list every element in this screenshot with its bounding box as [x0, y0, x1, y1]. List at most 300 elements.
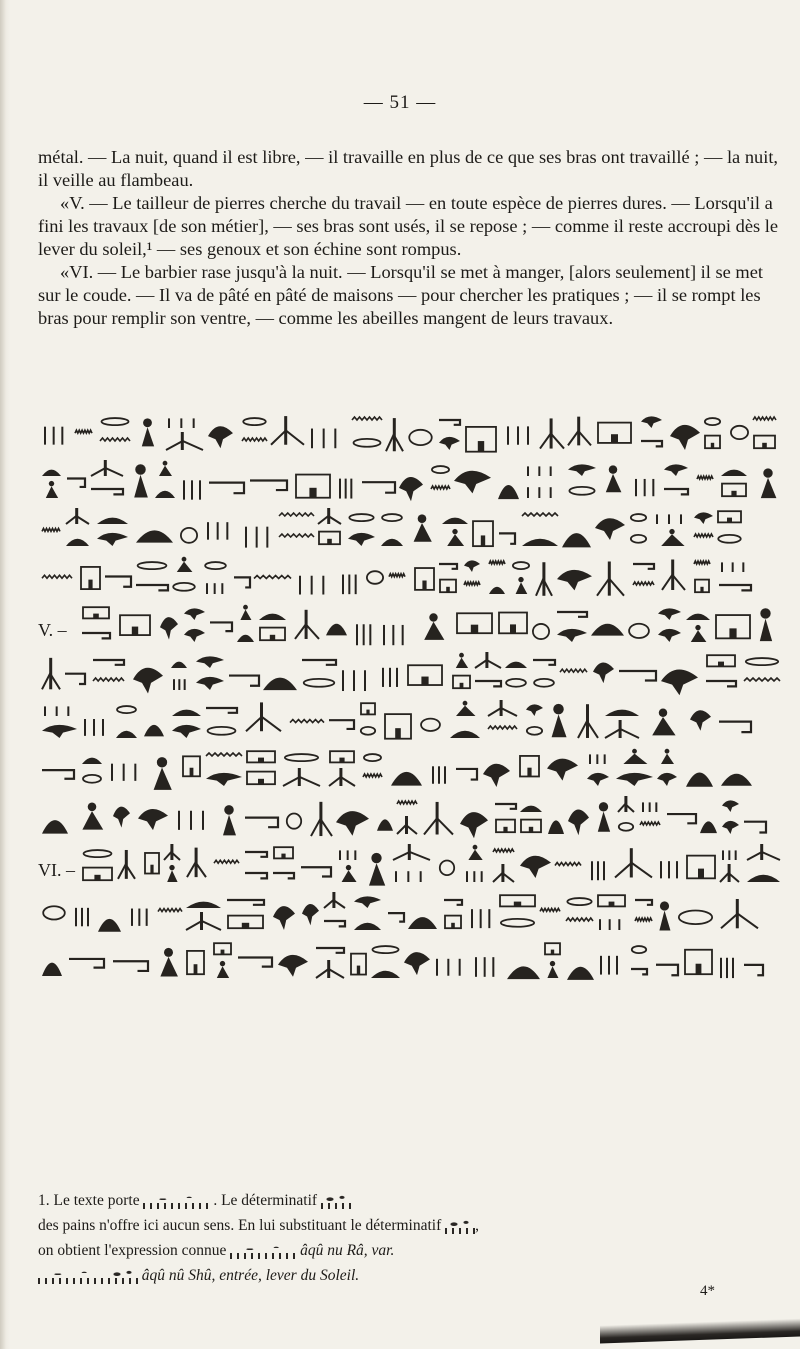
hieroglyph-sign	[259, 614, 286, 620]
hieroglyph-sign	[386, 418, 403, 451]
hieroglyph-sign	[456, 769, 477, 780]
hieroglyph-sign	[348, 533, 375, 546]
hieroglyph-sign	[606, 465, 622, 492]
hieroglyph-sign	[493, 849, 514, 852]
hieroglyph-sign	[82, 803, 103, 830]
hieroglyph-sign	[450, 731, 480, 738]
hieroglyph-sign	[722, 484, 746, 497]
hieroglyph-sign	[466, 427, 496, 452]
hieroglyph-sign	[369, 853, 385, 886]
hieroglyph-sign	[382, 514, 402, 521]
hieroglyph-glyphs	[38, 936, 786, 998]
hieroglyph-sign	[475, 652, 501, 668]
hieroglyph-sign	[318, 508, 341, 524]
hieroglyph-sign	[690, 710, 711, 730]
hieroglyph-sign	[439, 437, 460, 450]
hieroglyph-sign	[631, 514, 646, 521]
paragraph-2: «V. — Le tailleur de pierres cherche du travail — en toute espèce de pierres dures. — Lorsqu'il a fini les travaux [de son métier], — ses bras sont usés, il se repose ; — comme il reste accroupi dès le lever du soleil,¹ — ses genoux et son échine sont rompus.	[38, 193, 779, 259]
hieroglyph-sign	[587, 773, 609, 786]
hieroglyph-sign	[246, 702, 281, 731]
hieroglyph-sign	[501, 919, 534, 927]
hieroglyph-sign	[658, 608, 681, 620]
hieroglyph-sign	[339, 850, 356, 860]
hieroglyph-sign	[133, 668, 163, 694]
hieroglyph-sign	[599, 919, 620, 930]
hieroglyph-sign	[598, 423, 631, 443]
hieroglyph-sign	[238, 957, 272, 966]
hieroglyph-sign	[184, 629, 205, 642]
hieroglyph-sign	[658, 629, 681, 642]
hieroglyph-sign	[545, 943, 560, 954]
hieroglyph-sign	[635, 479, 654, 496]
hieroglyph-sign	[722, 800, 739, 812]
hieroglyph-sign	[91, 460, 123, 476]
hieroglyph-sign	[619, 823, 633, 831]
hieroglyph-sign	[547, 961, 558, 978]
hieroglyph-sign	[42, 820, 68, 833]
hieroglyph-sign	[214, 943, 231, 954]
hieroglyph-sign	[245, 818, 278, 828]
hieroglyph-sign	[533, 624, 549, 639]
hieroglyph-sign	[329, 768, 355, 786]
hieroglyph-sign	[247, 772, 275, 785]
hieroglyph-sign	[389, 574, 405, 577]
hieroglyph-sign	[168, 418, 195, 428]
hieroglyph-sign	[555, 862, 581, 865]
hieroglyph-group-icon	[230, 1242, 296, 1260]
hieroglyph-sign	[138, 809, 168, 830]
paragraph-1: métal. — La nuit, quand il est libre, — il travaille en plus de ce que ses bras ont travaillé ; — la nuit, il veille au flambeau.	[38, 147, 779, 190]
hieroglyph-sign	[330, 751, 354, 762]
page-edge-shadow	[0, 0, 10, 1349]
hieroglyph-sign	[500, 895, 535, 906]
hieroglyph-sign	[533, 660, 555, 665]
hieroglyph-sign	[656, 965, 678, 976]
hieroglyph-sign	[97, 533, 128, 546]
hieroglyph-sign	[720, 864, 739, 882]
hieroglyph-sign	[686, 614, 710, 620]
hieroglyph-sign	[181, 528, 197, 543]
hieroglyph-sign	[488, 726, 517, 729]
hieroglyph-sign	[716, 615, 750, 638]
hieroglyph-sign	[700, 821, 717, 833]
hieroglyph-sign	[694, 512, 713, 524]
hieroglyph-sign	[719, 722, 751, 733]
hieroglyph-sign	[160, 948, 178, 977]
hieroglyph-sign	[279, 534, 314, 537]
hieroglyph-sign	[557, 570, 592, 590]
hieroglyph-sign	[311, 429, 336, 449]
hieroglyph-sign	[493, 864, 514, 882]
hieroglyph-sign	[183, 480, 201, 499]
hieroglyph-sign	[534, 679, 554, 687]
hieroglyph-sign	[442, 518, 468, 524]
hieroglyph-sign	[217, 961, 229, 978]
hieroglyph-sign	[362, 482, 395, 493]
hieroglyph-sign	[483, 764, 510, 787]
footnote-line-2: des pains n'offre ici aucun sens. En lui substituant le déterminatif ,	[38, 1217, 480, 1234]
hieroglyph-sign	[615, 848, 652, 877]
page-number: — 51 —	[363, 92, 437, 113]
hieroglyph-sign	[42, 658, 60, 689]
hieroglyph-sign	[661, 749, 674, 764]
hieroglyph-sign	[84, 719, 104, 736]
hieroglyph-sign	[520, 806, 542, 812]
hieroglyph-sign	[240, 605, 251, 620]
hieroglyph-sign	[42, 528, 60, 531]
hieroglyph-sign	[208, 426, 233, 448]
hieroglyph-sign	[214, 860, 239, 863]
hieroglyph-sign	[316, 960, 344, 978]
hieroglyph-sign	[454, 471, 491, 494]
hieroglyph-sign	[42, 725, 77, 738]
hieroglyph-sign	[744, 678, 780, 681]
hieroglyph-sign	[722, 850, 737, 860]
hieroglyph-sign	[207, 522, 228, 539]
hieroglyph-sign	[760, 608, 772, 641]
hieroglyph-sign	[747, 875, 780, 882]
body-text	[38, 146, 786, 330]
hieroglyph-sign	[686, 773, 713, 787]
hieroglyph-sign	[631, 535, 646, 543]
hieroglyph-sign	[97, 518, 128, 524]
hieroglyph-sign	[436, 959, 461, 976]
hieroglyph-sign	[187, 951, 204, 974]
hieroglyph-sign	[83, 868, 112, 881]
hieroglyph-sign	[196, 656, 224, 668]
hieroglyph-sign	[160, 617, 178, 640]
hieroglyph-sign	[187, 848, 206, 878]
hieroglyph-sign	[324, 892, 345, 908]
hieroglyph-sign	[138, 562, 167, 569]
hieroglyph-sign	[623, 749, 647, 764]
hieroglyph-sign	[471, 909, 490, 928]
footnote-line-4: âqû nû Shû, entrée, lever du Soleil.	[38, 1263, 786, 1288]
footnote-line-1: 1. Le texte porte . Le déterminatif	[38, 1188, 786, 1213]
hieroglyph-sign	[721, 470, 747, 476]
hieroglyph-sign	[567, 898, 591, 905]
hieroglyph-sign	[591, 624, 624, 636]
footnote-line-3: on obtient l'expression connue âqû nu Râ, var.	[38, 1242, 395, 1259]
hieroglyph-sign	[421, 719, 440, 731]
hieroglyph-sign	[589, 754, 606, 764]
hieroglyph-sign	[635, 900, 652, 905]
hieroglyph-sign	[635, 918, 652, 921]
hieroglyph-sign	[388, 913, 404, 922]
hieroglyph-sign	[642, 802, 657, 812]
hieroglyph-sign	[720, 958, 734, 978]
hieroglyph-sign	[117, 706, 136, 713]
hieroglyph-sign	[234, 577, 250, 587]
hieroglyph-sign	[205, 562, 226, 569]
hieroglyph-sign	[223, 805, 236, 835]
hieroglyph-sign	[83, 775, 101, 783]
hieroglyph-sign	[432, 766, 446, 783]
hieroglyph-sign	[173, 679, 186, 690]
hieroglyph-sign	[326, 624, 347, 636]
hieroglyph-sign	[652, 709, 675, 736]
hieroglyph-sign	[172, 725, 201, 738]
hieroglyph-sign	[568, 417, 591, 446]
hieroglyph-sign	[631, 969, 647, 974]
hieroglyph-sign	[93, 660, 124, 665]
hieroglyph-sign	[279, 513, 314, 516]
hieroglyph-sign	[506, 679, 526, 687]
footnote	[38, 1188, 786, 1288]
hieroglyph-sign	[526, 704, 543, 716]
hieroglyph-row	[38, 936, 786, 998]
hieroglyph-sign	[633, 564, 654, 569]
hieroglyph-sign	[431, 486, 450, 489]
hieroglyph-sign	[145, 853, 159, 874]
hieroglyph-sign	[93, 678, 124, 681]
hieroglyph-sign	[245, 852, 267, 857]
hieroglyph-sign	[111, 764, 136, 781]
page-edge-dark	[600, 1319, 800, 1344]
hieroglyph-sign	[254, 575, 291, 578]
hieroglyph-sign	[100, 438, 130, 441]
hieroglyph-sign	[522, 539, 558, 546]
hieroglyph-sign	[299, 576, 324, 595]
hieroglyph-sign	[247, 751, 275, 762]
hieroglyph-sign	[408, 665, 442, 685]
hieroglyph-sign	[536, 562, 552, 596]
hieroglyph-sign	[619, 671, 656, 681]
hieroglyph-sign	[120, 615, 150, 635]
hieroglyph-sign	[567, 967, 594, 980]
hieroglyph-sign	[274, 847, 293, 858]
hieroglyph-sign	[206, 753, 242, 756]
hieroglyph-sign	[371, 971, 400, 978]
hieroglyph-sign	[383, 625, 404, 645]
hieroglyph-sign	[91, 489, 123, 494]
hieroglyph-sign	[116, 731, 137, 738]
hieroglyph-sign	[171, 662, 187, 668]
hieroglyph-sign	[618, 796, 634, 812]
hieroglyph-sign	[662, 559, 685, 589]
hieroglyph-sign	[721, 899, 758, 928]
hieroglyph-sign	[296, 475, 330, 498]
hieroglyph-sign	[177, 557, 193, 572]
hieroglyph-sign	[263, 678, 297, 691]
hieroglyph-sign	[173, 583, 195, 591]
hieroglyph-sign	[547, 759, 578, 781]
hieroglyph-sign	[600, 956, 618, 975]
hieroglyph-sign	[245, 873, 267, 878]
hieroglyph-sign	[84, 850, 112, 857]
hieroglyph-sign	[632, 946, 646, 953]
hieroglyph-sign	[82, 758, 102, 764]
hieroglyph-sign	[520, 856, 551, 878]
hieroglyph-sign	[304, 679, 335, 687]
hieroglyph-sign	[399, 477, 423, 501]
hieroglyph-sign	[372, 946, 398, 953]
hieroglyph-sign	[744, 965, 763, 975]
hieroglyph-sign	[453, 676, 470, 689]
hieroglyph-sign	[206, 773, 242, 786]
hieroglyph-sign	[136, 585, 168, 590]
hieroglyph-sign	[367, 571, 383, 584]
hieroglyph-sign	[46, 481, 58, 498]
hieroglyph-group-icon	[38, 1267, 104, 1285]
hieroglyph-sign	[566, 918, 593, 921]
hieroglyph-sign	[134, 464, 148, 497]
hieroglyph-sign	[352, 417, 382, 420]
hieroglyph-sign	[548, 820, 564, 834]
hieroglyph-sign	[209, 483, 244, 494]
hieroglyph-sign	[578, 704, 598, 738]
hieroglyph-sign	[679, 911, 712, 925]
hieroglyph-sign	[605, 720, 639, 738]
hieroglyph-sign	[473, 521, 493, 546]
hieroglyph-sign	[208, 727, 236, 735]
hieroglyph-sign	[391, 772, 422, 786]
hieroglyph-sign	[560, 669, 587, 672]
hieroglyph-sign	[568, 810, 589, 836]
hieroglyph-sign	[722, 821, 739, 834]
hieroglyph-sign	[354, 439, 381, 447]
hieroglyph-sign	[667, 814, 696, 823]
hieroglyph-sign	[557, 629, 587, 642]
hieroglyph-sign	[475, 957, 494, 977]
hieroglyph-sign	[456, 653, 468, 668]
hieroglyph-sign	[721, 562, 744, 572]
hieroglyph-sign	[444, 900, 462, 905]
hieroglyph-sign	[641, 416, 662, 428]
hieroglyph-sign	[687, 856, 715, 879]
hieroglyph-group-icon	[108, 1267, 138, 1285]
hieroglyph-sign	[718, 535, 741, 543]
hieroglyph-sign	[311, 802, 332, 836]
hieroglyph-sign	[464, 582, 480, 585]
hieroglyph-sign	[302, 660, 336, 665]
hieroglyph-sign	[158, 909, 182, 912]
hieroglyph-sign	[520, 756, 539, 777]
hieroglyph-sign	[439, 420, 460, 425]
hieroglyph-sign	[167, 865, 177, 882]
hieroglyph-sign	[468, 845, 482, 860]
hieroglyph-sign	[657, 773, 677, 786]
hieroglyph-sign	[271, 416, 304, 445]
hieroglyph-sign	[705, 418, 720, 425]
hieroglyph-sign	[409, 430, 432, 445]
hieroglyph-sign	[336, 811, 369, 836]
hieroglyph-sign	[397, 801, 417, 804]
hieroglyph-sign	[705, 436, 720, 449]
hieroglyph-sign	[597, 561, 624, 595]
hieroglyph-sign	[527, 487, 552, 498]
hieroglyph-sign	[569, 487, 594, 495]
hieroglyph-sign	[432, 466, 449, 473]
hieroglyph-sign	[395, 871, 422, 882]
hieroglyph-sign	[118, 850, 135, 879]
hieroglyph-sign	[287, 814, 301, 829]
hieroglyph-sign	[706, 681, 736, 686]
hieroglyph-sign	[598, 802, 610, 832]
hieroglyph-sign	[385, 714, 411, 739]
hieroglyph-sign	[364, 754, 381, 761]
hieroglyph-sign	[744, 822, 766, 833]
hieroglyph-group-icon	[143, 1192, 209, 1210]
hieroglyph-sign	[661, 670, 698, 696]
hieroglyph-sign	[278, 955, 308, 977]
hieroglyph-sign	[408, 917, 437, 929]
hieroglyph-sign	[83, 607, 109, 618]
hieroglyph-sign	[721, 774, 752, 786]
hieroglyph-sign	[206, 708, 237, 713]
hieroglyph-sign	[242, 438, 267, 441]
hieroglyph-sign	[641, 441, 662, 446]
hieroglyph-sign	[354, 923, 381, 930]
hieroglyph-sign	[377, 819, 393, 830]
hieroglyph-sign	[184, 608, 205, 620]
hieroglyph-sign	[695, 580, 709, 593]
hieroglyph-sign	[656, 514, 682, 524]
hieroglyph-sign	[475, 681, 501, 686]
hieroglyph-sign	[445, 916, 461, 929]
hieroglyph-sign	[42, 963, 62, 976]
hieroglyph-sign	[67, 479, 85, 487]
hieroglyph-sign	[260, 628, 285, 641]
hieroglyph-sign	[245, 527, 268, 548]
hieroglyph-sign	[81, 567, 100, 589]
hieroglyph-sign	[361, 727, 375, 735]
hieroglyph-sign	[381, 539, 403, 546]
hieroglyph-sign	[521, 820, 541, 833]
hieroglyph-sign	[629, 624, 649, 638]
hieroglyph-sign	[439, 564, 457, 569]
hieroglyph-sign	[75, 908, 89, 926]
hieroglyph-sign	[290, 720, 324, 723]
hieroglyph-sign	[397, 816, 417, 834]
hieroglyph-sign	[754, 436, 775, 449]
hieroglyph-sign	[42, 770, 74, 779]
hieroglyph-sign	[329, 720, 354, 729]
hieroglyph-sign	[227, 900, 264, 905]
hieroglyph-sign	[440, 580, 456, 593]
hieroglyph-sign	[301, 867, 331, 876]
hieroglyph-sign	[498, 485, 519, 499]
hieroglyph-sign	[753, 417, 776, 420]
hieroglyph-sign	[415, 568, 434, 590]
hieroglyph-sign	[761, 468, 777, 498]
hieroglyph-sign	[155, 491, 175, 498]
hieroglyph-sign	[283, 768, 320, 786]
hieroglyph-sign	[557, 612, 587, 617]
hieroglyph-sign	[206, 583, 223, 594]
hieroglyph-sign	[527, 727, 542, 735]
hieroglyph-sign	[69, 959, 104, 968]
hieroglyph-sign	[342, 865, 357, 882]
hieroglyph-sign	[113, 807, 130, 828]
hieroglyph-sign	[131, 909, 148, 926]
hieroglyph-sign	[250, 480, 287, 490]
hieroglyph-sign	[746, 658, 778, 665]
hieroglyph-sign	[196, 677, 224, 690]
hieroglyph-sign	[540, 908, 560, 911]
hieroglyph-sign	[382, 668, 398, 687]
hieroglyph-sign	[75, 430, 92, 433]
hieroglyph-sign	[228, 916, 263, 929]
hieroglyph-sign	[136, 530, 173, 542]
hieroglyph-sign	[354, 896, 381, 908]
hieroglyph-sign	[591, 861, 605, 880]
hieroglyph-sign	[507, 426, 529, 444]
hieroglyph-sign	[42, 575, 72, 578]
hieroglyph-sign	[186, 912, 221, 930]
hieroglyph-sign	[747, 844, 780, 860]
hieroglyph-sign	[464, 560, 480, 572]
